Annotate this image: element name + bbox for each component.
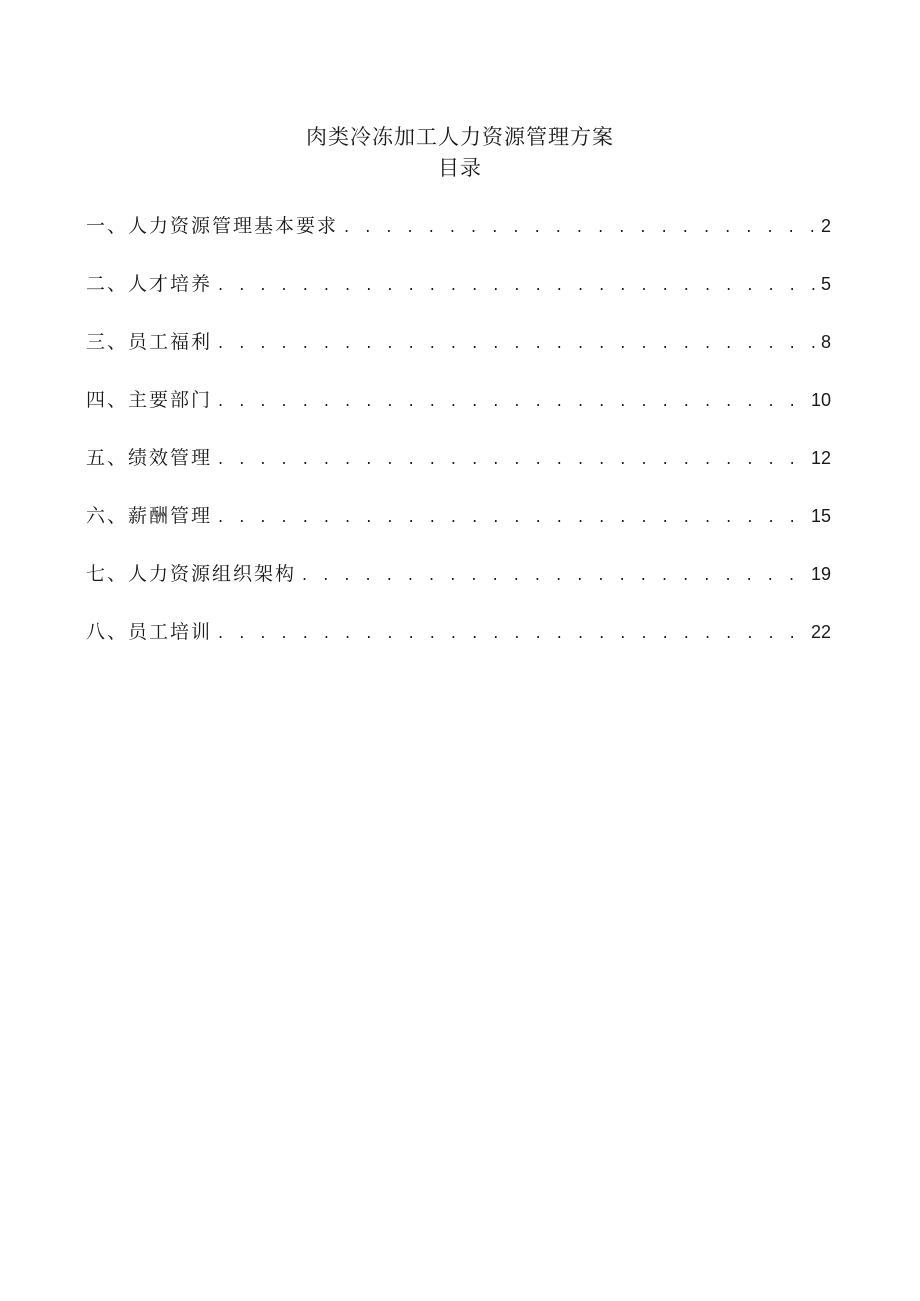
toc-entry-page: 12 [810,448,831,468]
toc-entry-title: 六、薪酬管理 [86,505,213,527]
toc-entry[interactable] [86,385,831,443]
toc-heading: 目录 [438,156,482,180]
toc-entry-title: 四、主要部门 [86,389,213,411]
toc-entry-page: 19 [810,564,831,584]
toc-entry-title: 二、人才培养 [86,273,213,295]
toc-entry-title: 三、员工福利 [86,331,213,353]
toc-entry-title: 一、人力资源管理基本要求 [86,215,339,237]
toc-entry-title: 八、员工培训 [86,621,213,643]
toc-entry-title: 五、绩效管理 [86,447,213,469]
toc-dot-leader [344,212,817,242]
table-of-contents [86,211,831,675]
toc-entry-page: 2 [820,216,831,236]
toc-dot-leader [218,328,817,358]
toc-dot-leader [218,270,817,300]
toc-entry-title: 七、人力资源组织架构 [86,563,297,585]
toc-entry[interactable] [86,501,831,559]
toc-dot-leader [218,386,807,416]
toc-entry[interactable] [86,559,831,617]
toc-dot-leader [218,444,807,474]
toc-entry-page: 5 [820,274,831,294]
document-title: 肉类冷冻加工人力资源管理方案 [306,125,614,149]
toc-entry-page: 8 [820,332,831,352]
toc-entry-page: 15 [810,506,831,526]
toc-entry-page: 22 [810,622,831,642]
toc-entry[interactable] [86,211,831,269]
toc-entry[interactable] [86,327,831,385]
toc-entry[interactable] [86,617,831,675]
toc-entry[interactable] [86,269,831,327]
toc-dot-leader [218,618,807,648]
toc-dot-leader [218,502,807,532]
toc-dot-leader [302,560,807,590]
toc-entry-page: 10 [810,390,831,410]
toc-entry[interactable] [86,443,831,501]
